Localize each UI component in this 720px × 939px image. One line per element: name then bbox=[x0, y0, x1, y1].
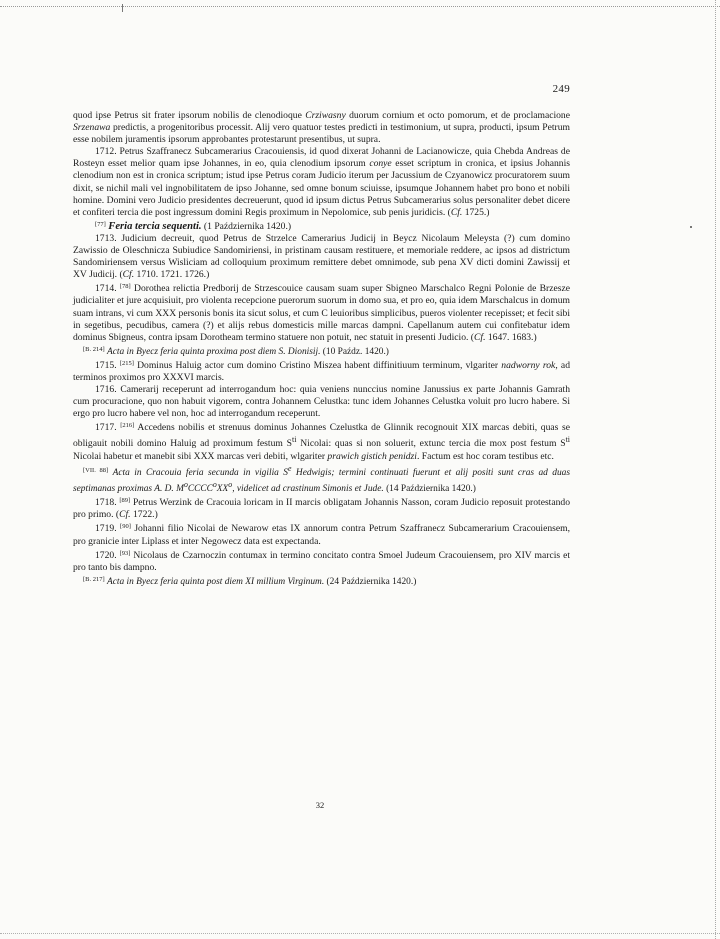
text-paragraph: quod ipse Petrus sit frater ipsorum nobilis de clenodioque Crziwasny duorum cornium et octo pomorum, et de proclamacione Srzenawa predictis, a progenitoribus processit. Alij vero quatuor testes predicti in testimonium, ut supra, producti, ipsum Petrum esse nobilem juramentis ipsorum approbantes protestarunt presentibus, ut supra. bbox=[73, 110, 570, 146]
text-paragraph: 1714. [78] Dorothea relictia Predborij de Strzescouice causam suam super Sbigneo Marschalco Regni Polonie de Brzesze judicialiter et jure acquisiuit, pro violenta recepcione puerorum suorum in domo sua, et pro eo, quia idem Marschalcus in domum suam intrans, vi cum XXX personis bonis ita sicut solus, et cum C leuioribus simplicibus, pueros violenter recepisset; et fecit sibi in segetibus, pecudibus, camera (?) et alijs rebus domesticis mille marcas dampni. Capellanum autem cui confitebatur idem dominus Sbigneus, contra ipsam Dorotheam termino statuere non potuit, nec statuit in presenti Judicio. (Cf. 1647. 1683.) bbox=[73, 283, 571, 343]
text-paragraph: 1715. [215] Dominus Haluig actor cum domino Cristino Miszea habent diffinitiuum terminum, vlgariter nadworny rok, ad terminos proximos pro XXXVI marcis. bbox=[73, 359, 570, 383]
source-reference: [B. 217] Acta in Byecz feria quinta post diem XI millium Virginum. (24 Października 1420.) bbox=[83, 575, 417, 587]
source-reference: [VII. 88] Acta in Cracouia feria secunda in vigilia $S^e$ Hedwigis; termini continuati fuerunt et alij positi sunt cras ad duas septimanas proximas A. D. $M^oCCCC^oXX^o$, videlicet ad crastinum Simonis et Jude. (14 Października 1420.) bbox=[73, 463, 571, 495]
text-paragraph: 1718. [89] Petrus Werzink de Cracouia loricam in II marcis obligatam Johannis Nasson, coram Judicio reposuit protestando pro primo. (Cf. 1722.) bbox=[73, 497, 571, 521]
scan-bottom-edge bbox=[0, 933, 720, 934]
scan-tick-mark bbox=[122, 4, 123, 12]
text-paragraph: 1712. Petrus Szaffranecz Subcamerarius Cracouiensis, id quod dixerat Johanni de Lacianowicze, quia Chebda Andreas de Rosteyn esset melior quam ipse Johannes, in eo, quia clenodium ipsorum conye esset scriptum in cronica, et ipsius Johannis clenodium non est in cronica scriptum; istud ipse Petrus coram Judicio iterum per Jacussium de Czyanowicz procuratorem suum dixit, se nichil mali vel ingnobilitatem de ipso Johanne, sed omne bonum sciuisse, ipsumque Johannem habet pro bono et nobili homine. Domini vero Judicio presidentes decreuerunt, quod id ipsum dictus Petrus Subcamerarius solus personaliter debet dicere et confiteri tercia die post ingressum domini Regis proximum in Nepolomice, sub penis juridicis. (Cf. 1725.) bbox=[73, 146, 570, 218]
scan-top-edge bbox=[0, 6, 720, 7]
scan-tick-mark bbox=[690, 226, 692, 228]
text-paragraph: 1720. [93] Nicolaus de Czarnoczin contumax in termino concitato contra Smoel Judeum Cracouiensem, pro XIV marcis et pro tanto bis dampno. bbox=[73, 549, 571, 573]
text-paragraph: 1713. Judicium decreuit, quod Petrus de Strzelce Camerarius Judicij in Beycz Nicolaum Meleysta (?) cum domino Zawissio de Oleschnicza Subiudice Sandomiriensi, in pristinam causam restituere, et memoriale reddere, ac ipsos ad districtum Sandomiriensem versus Wisliciam ad colloquium proximum remittere debet omnimode, sub pena XV dicti domini Zawissij et XV Judicij. (Cf. 1710. 1721. 1726.) bbox=[73, 232, 570, 281]
text-paragraph: 1716. Camerarij receperunt ad interrogandum hoc: quia veniens nunccius nomine Janussius ex parte Johannis Gamrath cum procuracione, quo non habuit vigorem, contra Johannem Celustka: tunc idem Johannes Celustka voluit pro lucro habere. Si ergo pro lucro habere vel non, hoc ad interrogandum receperunt. bbox=[73, 384, 570, 420]
page-number: 249 bbox=[552, 83, 570, 95]
section-heading: [77] Feria tercia sequenti. (1 Października 1420.) bbox=[95, 220, 292, 232]
text-paragraph: 1719. [90] Johanni filio Nicolai de Newarow etas IX annorum contra Petrum Szaffranecz Subcamerarium Cracouiensem, pro granicie inter Liplass et inter Negowecz data est expectanda. bbox=[73, 523, 571, 547]
text-paragraph: 1717. [216] Accedens nobilis et strenuus dominus Johannes Czelustka de Glinnik recognouit XIX marcas debiti, quas se obligauit nobili domino Haluig ad proximum festum $S^{ti}$ Nicolai: quas si non soluerit, extunc tercia die mox post festum $S^{ti}$ Nicolai habetur et manebit sibi XXX marcas veri debiti, wlgariter prawich gistich penidzi. Factum est hoc coram testibus etc. bbox=[73, 422, 571, 462]
printer-signature: 32 bbox=[315, 800, 325, 810]
source-reference: [B. 214] Acta in Byecz feria quinta proxima post diem S. Dionisij. (10 Paźdz. 1420.) bbox=[83, 345, 389, 357]
scan-right-edge bbox=[715, 0, 716, 939]
page-body-text bbox=[73, 110, 570, 588]
